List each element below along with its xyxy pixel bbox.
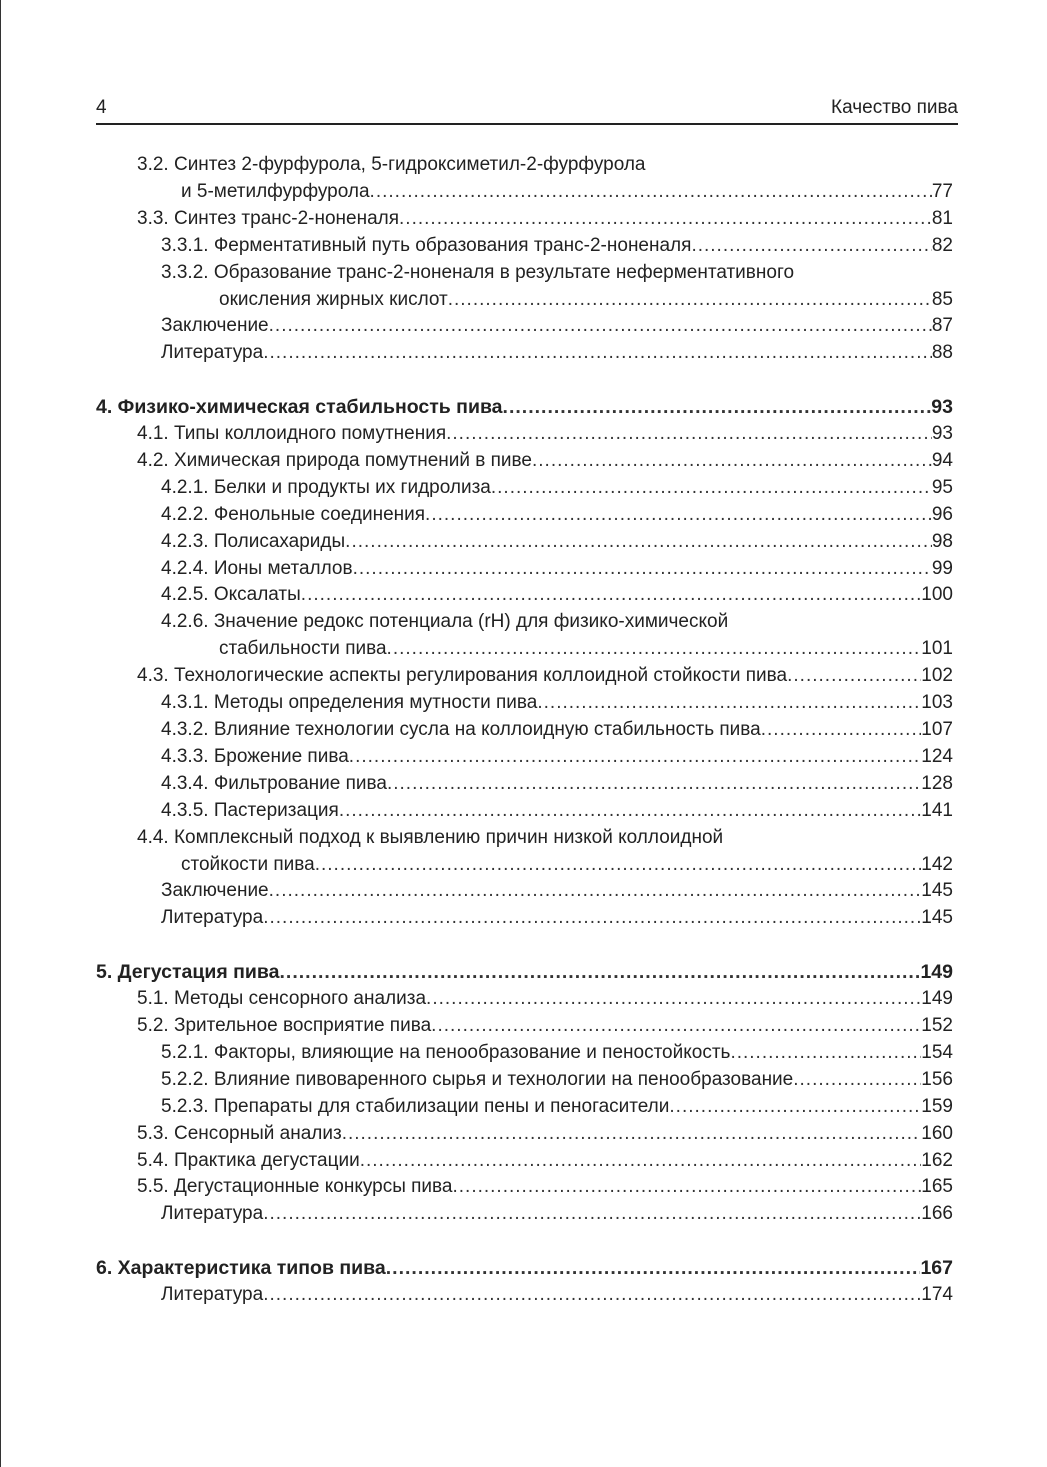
toc-entry[interactable] [96, 744, 953, 771]
toc-line [96, 986, 953, 1013]
toc-entry[interactable] [96, 582, 953, 609]
toc-line [96, 1174, 953, 1201]
toc-entry[interactable] [96, 690, 953, 717]
toc-page-number: 149 [921, 988, 953, 1010]
toc-entry[interactable] [96, 717, 953, 744]
toc-page-number: 124 [921, 745, 953, 767]
toc-page-number: 88 [931, 342, 953, 364]
dot-leader [446, 421, 932, 448]
dot-leader [342, 1121, 922, 1148]
page-edge-line [0, 0, 1, 1467]
toc-entry-title: 5.2.3. Препараты для стабилизации пены и пеногасители [161, 1095, 670, 1117]
toc-page-number: 152 [921, 1014, 953, 1036]
toc-page-number: 145 [921, 907, 953, 929]
toc-line [96, 1148, 953, 1175]
toc-page-number: 128 [921, 772, 953, 794]
dot-leader [448, 287, 932, 314]
toc-page-number: 102 [921, 665, 953, 687]
toc-page-number: 166 [921, 1203, 953, 1225]
toc-entry-title: 4.3.2. Влияние технологии сусла на коллоидную стабильность пива [161, 719, 761, 741]
dot-leader [387, 636, 922, 663]
toc-line [96, 475, 953, 502]
toc-chapter[interactable] [96, 959, 953, 986]
toc-page-number: 77 [931, 180, 953, 202]
toc-line [96, 878, 953, 905]
toc-entry-title: Литература [161, 907, 264, 929]
toc-page-number: 160 [921, 1122, 953, 1144]
dot-leader [537, 690, 921, 717]
toc-line [96, 771, 953, 798]
toc-entry[interactable] [96, 1282, 953, 1309]
toc-page-number: 142 [921, 853, 953, 875]
dot-leader [503, 394, 932, 421]
chapter-gap [96, 367, 953, 394]
dot-leader [532, 448, 932, 475]
toc-page-number: 98 [931, 530, 953, 552]
toc-entry[interactable] [96, 798, 953, 825]
toc-entry[interactable] [96, 556, 953, 583]
toc-line [96, 1282, 953, 1309]
toc-entry-title: 4.2.2. Фенольные соединения [161, 503, 426, 525]
toc-line [96, 636, 953, 663]
dot-leader [491, 475, 932, 502]
dot-leader [349, 744, 922, 771]
toc-entry-title: и 5-метилфурфурола [181, 180, 370, 202]
toc-entry-title: 3.2. Синтез 2-фурфурола, 5-гидроксиметил-2-фурфурола [137, 154, 646, 175]
toc-entry-title: 4.2. Химическая природа помутнений в пиве [137, 449, 532, 471]
toc-line [96, 959, 953, 986]
toc-page-number: 141 [921, 799, 953, 821]
toc-page-number: 81 [931, 207, 953, 229]
toc-line [96, 421, 953, 448]
toc-line [96, 394, 953, 421]
toc-line [96, 1013, 953, 1040]
toc-entry[interactable] [96, 1174, 953, 1201]
toc-line [96, 825, 953, 852]
toc-entry[interactable] [96, 825, 953, 879]
toc-page-number: 101 [921, 638, 953, 660]
running-title: Качество пива [831, 97, 958, 118]
toc-chapter[interactable] [96, 394, 953, 421]
toc-entry-title: 5.3. Сенсорный анализ [137, 1122, 342, 1144]
toc-line [96, 1094, 953, 1121]
toc-entry-title: 4.2.5. Оксалаты [161, 584, 301, 606]
toc-line [96, 609, 953, 636]
toc-page-number: 96 [931, 503, 953, 525]
dot-leader [263, 1282, 921, 1309]
toc-entry-title: 3.3. Синтез транс-2-ноненаля [137, 207, 400, 229]
toc-entry-title: 4.2.1. Белки и продукты их гидролиза [161, 476, 491, 498]
toc-entry-title: 4.2.6. Значение редокс потенциала (rH) для физико-химической [161, 611, 729, 633]
toc-page-number: 154 [921, 1041, 953, 1063]
toc-entry[interactable] [96, 1094, 953, 1121]
toc-entry-title: 4.3.4. Фильтрование пива [161, 772, 387, 794]
toc-page-number: 87 [931, 315, 953, 337]
table-of-contents [96, 152, 953, 1309]
toc-page-number: 156 [921, 1068, 953, 1090]
toc-page-number: 93 [931, 423, 953, 445]
toc-entry-title: 4.3.3. Брожение пива [161, 745, 349, 767]
toc-line [96, 233, 953, 260]
toc-page-number: 174 [921, 1284, 953, 1306]
dot-leader [315, 852, 922, 879]
toc-line [96, 1255, 953, 1282]
toc-page-number: 85 [931, 288, 953, 310]
toc-entry-title: 4.3.5. Пастеризация [161, 799, 339, 821]
toc-page-number: 165 [921, 1176, 953, 1198]
chapter-gap [96, 932, 953, 959]
toc-entry[interactable] [96, 609, 953, 663]
toc-entry-title: Литература [161, 342, 264, 364]
toc-line [96, 663, 953, 690]
toc-page-number: 167 [920, 1257, 953, 1280]
toc-entry-title: 5.2.2. Влияние пивоваренного сырья и технологии на пенообразование [161, 1068, 794, 1090]
toc-entry-title: 4.1. Типы коллоидного помутнения [137, 423, 447, 445]
dot-leader [425, 502, 932, 529]
toc-line [96, 1040, 953, 1067]
dot-leader [263, 1201, 921, 1228]
toc-entry-title: Литература [161, 1203, 264, 1225]
dot-leader [360, 1148, 922, 1175]
toc-line [96, 582, 953, 609]
toc-entry[interactable] [96, 529, 953, 556]
toc-line [96, 313, 953, 340]
toc-page-number: 94 [931, 449, 953, 471]
toc-page-number: 145 [921, 880, 953, 902]
toc-page-number: 103 [921, 692, 953, 714]
toc-entry[interactable] [96, 233, 953, 260]
dot-leader [339, 798, 921, 825]
toc-entry[interactable] [96, 152, 953, 206]
toc-page-number: 107 [921, 719, 953, 741]
toc-entry-title: Заключение [161, 315, 269, 337]
dot-leader [399, 206, 932, 233]
dot-leader [387, 771, 921, 798]
toc-page-number: 159 [921, 1095, 953, 1117]
toc-entry-title: 4.3.1. Методы определения мутности пива [161, 692, 538, 714]
toc-entry-title: 5. Дегустация пива [96, 961, 280, 984]
toc-entry-title: 4. Физико-химическая стабильность пива [96, 396, 503, 419]
toc-entry[interactable] [96, 502, 953, 529]
dot-leader [263, 905, 921, 932]
toc-entry[interactable] [96, 1148, 953, 1175]
toc-line [96, 744, 953, 771]
toc-entry[interactable] [96, 313, 953, 340]
dot-leader [793, 1067, 921, 1094]
toc-entry-title: 4.4. Комплексный подход к выявлению причин низкой коллоидной [137, 826, 724, 848]
toc-line [96, 179, 953, 206]
toc-entry-title: 5.2. Зрительное восприятие пива [137, 1014, 432, 1036]
toc-entry[interactable] [96, 340, 953, 367]
toc-entry[interactable] [96, 771, 953, 798]
toc-entry-title: 3.3.2. Образование транс-2-ноненаля в результате неферментативного [161, 261, 795, 283]
toc-line [96, 287, 953, 314]
toc-entry[interactable] [96, 905, 953, 932]
dot-leader [370, 179, 932, 206]
toc-entry-title: Заключение [161, 880, 269, 902]
toc-line [96, 206, 953, 233]
toc-entry[interactable] [96, 206, 953, 233]
toc-entry[interactable] [96, 260, 953, 314]
toc-entry[interactable] [96, 421, 953, 448]
toc-line [96, 690, 953, 717]
dot-leader [761, 717, 922, 744]
toc-entry[interactable] [96, 475, 953, 502]
toc-line [96, 502, 953, 529]
dot-leader [269, 313, 932, 340]
toc-entry[interactable] [96, 1121, 953, 1148]
toc-page-number: 100 [921, 584, 953, 606]
toc-entry-title: 5.1. Методы сенсорного анализа [137, 988, 427, 1010]
chapter-gap [96, 1228, 953, 1255]
toc-page-number: 99 [931, 557, 953, 579]
toc-entry-title: Литература [161, 1284, 264, 1306]
toc-page-number: 162 [921, 1149, 953, 1171]
dot-leader [431, 1013, 921, 1040]
toc-entry-title: 3.3.1. Ферментативный путь образования транс-2-ноненаля [161, 234, 692, 256]
toc-line [96, 798, 953, 825]
toc-line [96, 905, 953, 932]
toc-entry[interactable] [96, 1040, 953, 1067]
dot-leader [301, 582, 922, 609]
toc-entry-title: стабильности пива [219, 638, 387, 660]
toc-entry-title: 4.3. Технологические аспекты регулирования коллоидной стойкости пива [137, 665, 788, 687]
dot-leader [452, 1174, 921, 1201]
toc-entry-title: 6. Характеристика типов пива [96, 1257, 386, 1280]
dot-leader [263, 340, 932, 367]
toc-line [96, 717, 953, 744]
toc-line [96, 448, 953, 475]
toc-entry-title: окисления жирных кислот [219, 288, 448, 310]
toc-entry-title: 5.2.1. Факторы, влияющие на пенообразование и пеностойкость [161, 1041, 731, 1063]
toc-page-number: 82 [931, 234, 953, 256]
toc-chapter[interactable] [96, 1255, 953, 1282]
dot-leader [787, 663, 921, 690]
dot-leader [280, 959, 921, 986]
toc-entry[interactable] [96, 1201, 953, 1228]
dot-leader [691, 233, 931, 260]
dot-leader [353, 556, 932, 583]
dot-leader [426, 986, 921, 1013]
toc-line [96, 1201, 953, 1228]
toc-entry-title: стойкости пива [181, 853, 315, 875]
toc-entry-title: 4.2.3. Полисахариды [161, 530, 346, 552]
dot-leader [345, 529, 932, 556]
toc-line [96, 1067, 953, 1094]
toc-entry-title: 5.4. Практика дегустации [137, 1149, 360, 1171]
dot-leader [269, 878, 922, 905]
toc-page-number: 93 [931, 396, 953, 419]
toc-entry[interactable] [96, 1067, 953, 1094]
header-rule [96, 123, 958, 125]
toc-entry-title: 4.2.4. Ионы металлов [161, 557, 353, 579]
toc-line [96, 529, 953, 556]
toc-entry[interactable] [96, 448, 953, 475]
toc-line [96, 152, 953, 179]
toc-entry[interactable] [96, 663, 953, 690]
toc-line [96, 260, 953, 287]
toc-line [96, 340, 953, 367]
toc-entry[interactable] [96, 878, 953, 905]
dot-leader [386, 1255, 921, 1282]
toc-page-number: 95 [931, 476, 953, 498]
toc-line [96, 852, 953, 879]
dot-leader [730, 1040, 921, 1067]
toc-entry[interactable] [96, 1013, 953, 1040]
toc-page-number: 149 [920, 961, 953, 984]
toc-line [96, 1121, 953, 1148]
toc-entry-title: 5.5. Дегустационные конкурсы пива [137, 1176, 453, 1198]
toc-line [96, 556, 953, 583]
dot-leader [669, 1094, 921, 1121]
toc-entry[interactable] [96, 986, 953, 1013]
page-number: 4 [96, 97, 107, 118]
